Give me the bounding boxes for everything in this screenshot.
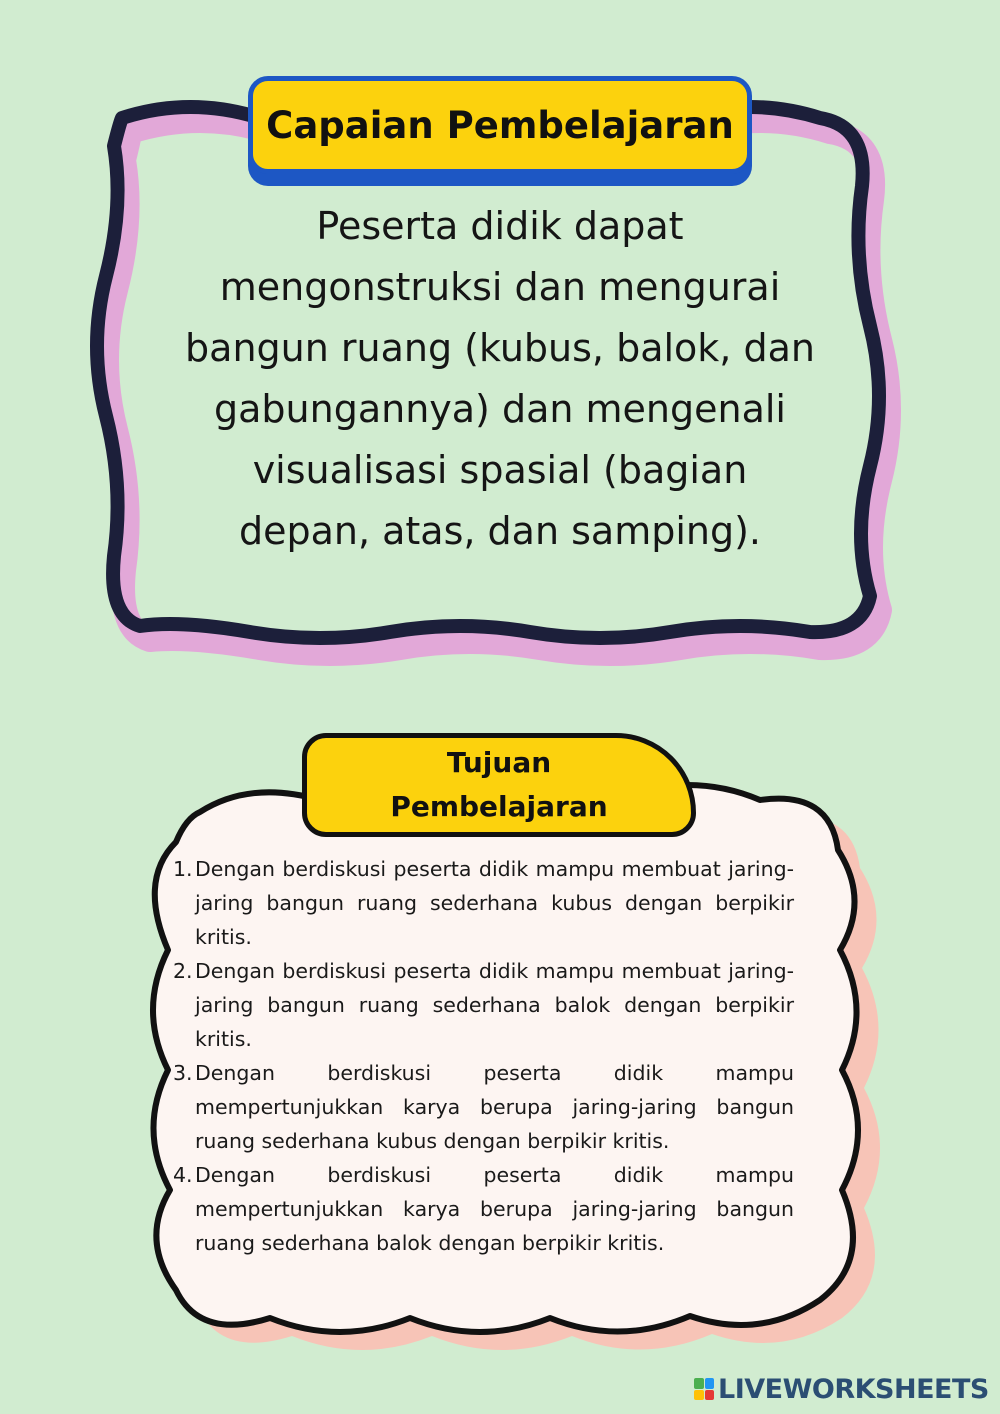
liveworksheets-logo-icon (694, 1378, 714, 1400)
list-item (170, 954, 794, 1056)
list-item-text: Dengan berdiskusi peserta didik mampu mempertunjukkan karya berupa jaring-jaring bangun ruang sederhana balok dengan berpikir kritis. (195, 1163, 794, 1255)
list-item (170, 1158, 794, 1260)
capaian-line: bangun ruang (kubus, balok, dan (185, 326, 815, 370)
capaian-line: gabungannya) dan mengenali (214, 387, 786, 431)
list-item-number: 4. (173, 1163, 193, 1187)
tujuan-title-line2: Pembelajaran (390, 790, 608, 823)
list-item (170, 852, 794, 954)
capaian-line: Peserta didik dapat (316, 204, 684, 248)
liveworksheets-brand[interactable] (694, 1373, 989, 1405)
capaian-line: visualisasi spasial (bagian (252, 448, 748, 492)
list-item-text: Dengan berdiskusi peserta didik mampu membuat jaring-jaring bangun ruang sederhana balok dengan berpikir kritis. (195, 959, 794, 1051)
capaian-title-badge (248, 76, 752, 188)
list-item (170, 1056, 794, 1158)
capaian-line: depan, atas, dan samping). (238, 509, 762, 553)
capaian-title: Capaian Pembelajaran (248, 76, 752, 174)
list-item-number: 2. (173, 959, 193, 983)
tujuan-title-line1: Tujuan (446, 746, 552, 779)
list-item-number: 3. (173, 1061, 193, 1085)
list-item-number: 1. (173, 857, 193, 881)
tujuan-list (170, 852, 794, 1260)
tujuan-title-badge (302, 733, 696, 837)
list-item-text: Dengan berdiskusi peserta didik mampu membuat jaring-jaring bangun ruang sederhana kubus dengan berpikir kritis. (195, 857, 794, 949)
list-item-text: Dengan berdiskusi peserta didik mampu mempertunjukkan karya berupa jaring-jaring bangun ruang sederhana kubus dengan berpikir kritis. (195, 1061, 794, 1153)
capaian-line: mengonstruksi dan mengurai (219, 265, 781, 309)
brand-name: LIVEWORKSHEETS (718, 1373, 989, 1405)
capaian-text (170, 196, 830, 562)
